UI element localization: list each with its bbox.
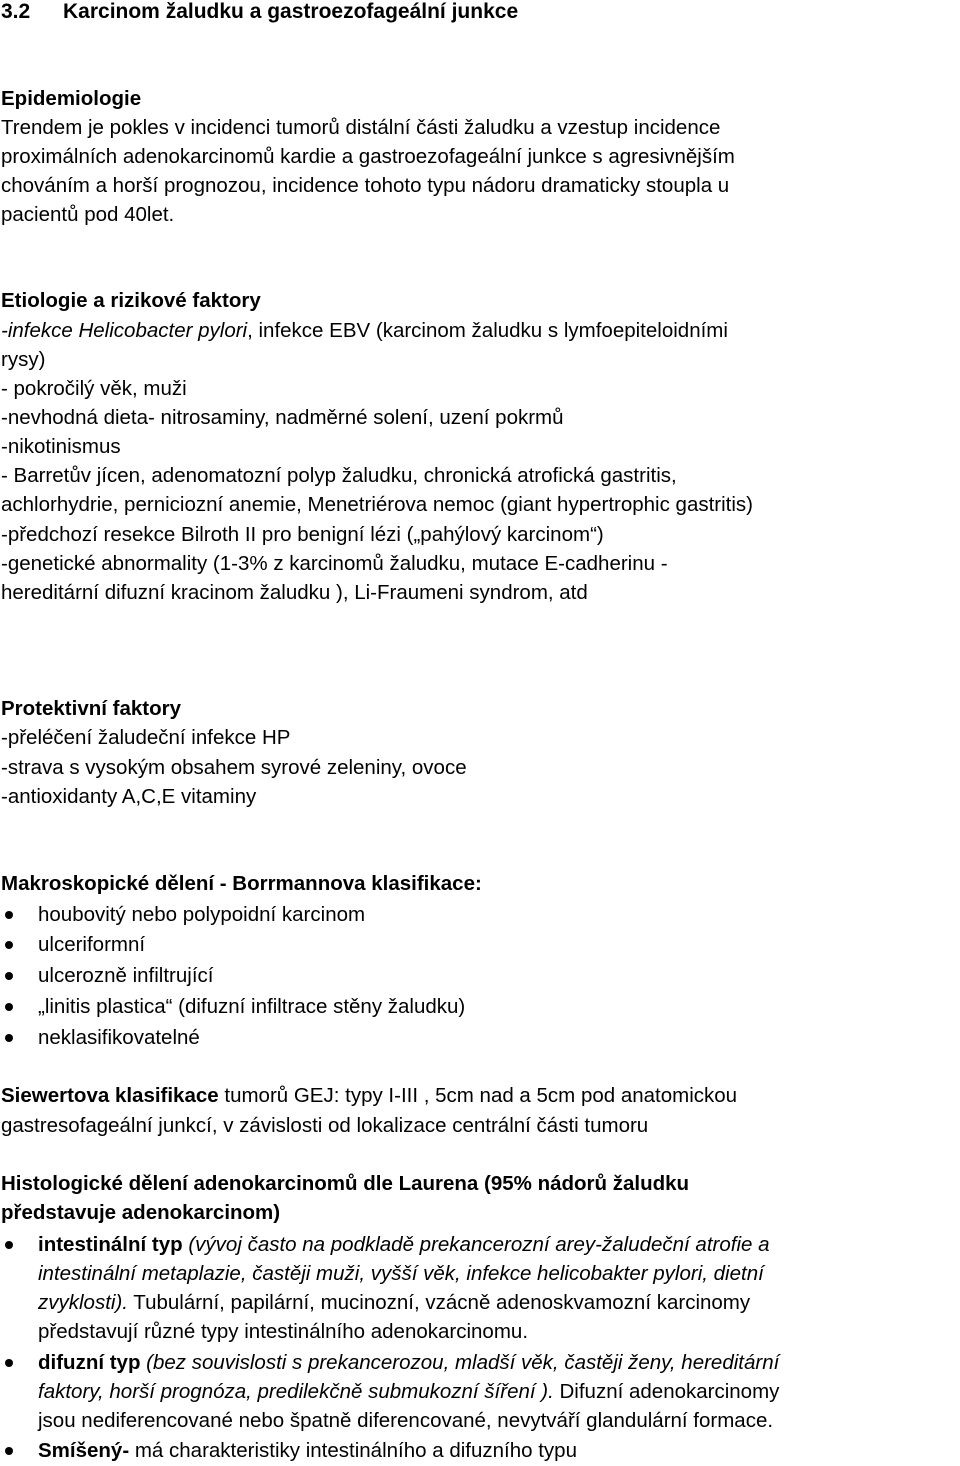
bullet-icon xyxy=(5,911,13,919)
intestinal-line-3-rest: Tubulární, papilární, mucinozní, vzácně adenoskvamozní karcinomy xyxy=(127,1291,751,1314)
bullet-icon xyxy=(5,972,13,980)
intestinal-term: intestinální typ xyxy=(38,1233,183,1256)
epidemiology-line-4: pacientů pod 40let. xyxy=(1,203,175,226)
etiology-line-7: achlorhydrie, perniciozní anemie, Menetriérova nemoc (giant hypertrophic gastritis) xyxy=(1,493,754,516)
protective-heading: Protektivní faktory xyxy=(1,697,181,720)
intestinal-line-4: představují různé typy intestinálního adenokarcinomu. xyxy=(38,1320,529,1343)
siewert-line-1 xyxy=(1,1081,737,1110)
intestinal-line-1 xyxy=(38,1230,770,1259)
list-item xyxy=(1,961,959,991)
bullet-icon xyxy=(5,1447,13,1455)
list-item xyxy=(1,1348,959,1438)
lauren-heading-line-2: představuje adenokarcinom) xyxy=(1,1201,281,1224)
diffuse-desc-2: faktory, horší prognóza, predilekčně submukozní šíření ). xyxy=(38,1380,554,1403)
list-item xyxy=(1,1023,959,1053)
bullet-icon xyxy=(5,1359,13,1367)
etiology-line-5: -nikotinismus xyxy=(1,435,121,458)
diffuse-line-2-rest: Difuzní adenokarcinomy xyxy=(553,1380,780,1403)
etiology-line-6: - Barretův jícen, adenomatozní polyp žaludku, chronická atrofická gastritis, xyxy=(1,464,677,487)
borrmann-heading: Makroskopické dělení - Borrmannova klasifikace: xyxy=(1,872,482,895)
siewert-line-2: gastresofageální junkcí, v závislosti od lokalizace centrální části tumoru xyxy=(1,1114,649,1137)
mixed-term: Smíšený- xyxy=(38,1439,130,1462)
borrmann-item-1: houbovitý nebo polypoidní karcinom xyxy=(38,903,366,926)
epidemiology-line-3: chováním a horší prognozou, incidence tohoto typu nádoru dramaticky stoupla u xyxy=(1,174,730,197)
etiology-line-1 xyxy=(1,316,728,345)
protective-line-3: -antioxidanty A,C,E vitaminy xyxy=(1,785,257,808)
section-number: 3.2 xyxy=(1,0,31,23)
etiology-line-8: -předchozí resekce Bilroth II pro benigní lézi („pahýlový karcinom“) xyxy=(1,523,604,546)
etiology-line-10: hereditární difuzní kracinom žaludku ), Li-Fraumeni syndrom, atd xyxy=(1,581,588,604)
diffuse-desc-1: (bez souvislosti s prekancerozou, mladší věk, častěji ženy, hereditární xyxy=(140,1351,780,1374)
diffuse-line-2 xyxy=(38,1377,779,1406)
section-title-text: Karcinom žaludku a gastroezofageální junkce xyxy=(63,0,519,23)
bullet-icon xyxy=(5,1241,13,1249)
epidemiology-line-1: Trendem je pokles v incidenci tumorů distální části žaludku a vzestup incidence xyxy=(1,116,721,139)
list-item xyxy=(1,1436,959,1466)
intestinal-line-2: intestinální metaplazie, častěji muži, vyšší věk, infekce helicobakter pylori, dietní xyxy=(38,1262,764,1285)
protective-line-2: -strava s vysokým obsahem syrové zeleniny, ovoce xyxy=(1,756,467,779)
borrmann-item-3: ulcerozně infiltrující xyxy=(38,964,214,987)
bullet-icon xyxy=(5,941,13,949)
diffuse-line-1 xyxy=(38,1348,779,1377)
etiology-line-1-rest: , infekce EBV (karcinom žaludku s lymfoepiteloidními xyxy=(247,319,728,342)
protective-line-1: -přeléčení žaludeční infekce HP xyxy=(1,726,291,749)
etiology-hp-italic: -infekce Helicobacter pylori xyxy=(1,319,248,342)
bullet-icon xyxy=(5,1003,13,1011)
mixed-rest: má charakteristiky intestinálního a difuzního typu xyxy=(129,1439,577,1462)
epidemiology-line-2: proximálních adenokarcinomů kardie a gastroezofageální junkce s agresivnějším xyxy=(1,145,735,168)
etiology-line-2: rysy) xyxy=(1,348,46,371)
list-item xyxy=(1,900,959,930)
etiology-line-3: - pokročilý věk, muži xyxy=(1,377,187,400)
siewert-line-1-rest: tumorů GEJ: typy I-III , 5cm nad a 5cm pod anatomickou xyxy=(218,1084,738,1107)
list-item xyxy=(1,930,959,960)
siewert-heading: Siewertova klasifikace xyxy=(1,1084,219,1107)
mixed-line xyxy=(38,1436,577,1465)
etiology-line-9: -genetické abnormality (1-3% z karcinomů žaludku, mutace E-cadherinu - xyxy=(1,552,668,575)
etiology-line-4: -nevhodná dieta- nitrosaminy, nadměrné solení, uzení pokrmů xyxy=(1,406,564,429)
section-title xyxy=(1,0,518,26)
bullet-icon xyxy=(5,1034,13,1042)
intestinal-line-3 xyxy=(38,1288,750,1317)
list-item xyxy=(1,1230,959,1350)
intestinal-desc-3: zvyklosti). xyxy=(38,1291,128,1314)
epidemiology-heading: Epidemiologie xyxy=(1,87,142,110)
diffuse-term: difuzní typ xyxy=(38,1351,141,1374)
diffuse-line-3: jsou nediferencované nebo špatně diferencované, nevytváří glandulární formace. xyxy=(38,1409,774,1432)
borrmann-item-4: „linitis plastica“ (difuzní infiltrace stěny žaludku) xyxy=(38,995,466,1018)
intestinal-desc-1: (vývoj často na podkladě prekancerozní arey-žaludeční atrofie a xyxy=(182,1233,770,1256)
borrmann-item-2: ulceriformní xyxy=(38,933,146,956)
lauren-heading-line-1: Histologické dělení adenokarcinomů dle Laurena (95% nádorů žaludku xyxy=(1,1172,690,1195)
list-item xyxy=(1,992,959,1022)
etiology-heading: Etiologie a rizikové faktory xyxy=(1,289,261,312)
borrmann-item-5: neklasifikovatelné xyxy=(38,1026,200,1049)
